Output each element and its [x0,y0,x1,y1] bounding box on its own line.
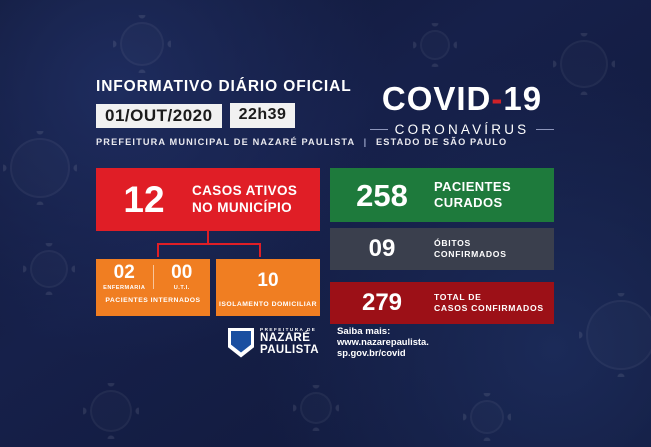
hospitalized-columns [96,259,210,295]
home-isolation-card [216,259,320,316]
active-cases-value: 12 [123,179,165,220]
recovered-label [434,179,511,212]
more-info-label: Saiba mais: [337,326,391,338]
crest-line-2 [235,341,247,343]
rule-left [370,129,388,130]
hospitalized-card [96,259,210,316]
bracket-left-leg [157,243,159,257]
recovered-value: 258 [356,177,408,213]
covid-dash: - [491,80,504,117]
deaths-label [434,238,507,260]
rule-right [536,129,554,130]
total-confirmed-card [330,282,554,324]
covid-logo [362,82,562,137]
subtitle-state: ESTADO DE SÃO PAULO [376,137,508,147]
subtitle-municipality: PREFEITURA MUNICIPAL DE NAZARÉ PAULISTA [96,137,355,147]
city-logo-text [260,328,319,356]
ward-label: ENFERMARIA [103,285,146,291]
city-name-line2: PAULISTA [260,343,319,356]
bracket-stem [207,231,209,243]
ward-column [96,259,153,295]
date-time-row [96,103,361,128]
bracket-bar [157,243,261,245]
icu-value: 00 [171,262,193,283]
city-name-line1: NAZARÉ [260,332,311,345]
city-prefix: PREFEITURA DE [260,327,317,333]
icu-column [154,259,211,295]
covid-word: COVID [381,80,492,117]
deaths-label-line2: CONFIRMADOS [434,249,507,259]
active-cases-label-line2: NO MUNICÍPIO [192,199,293,215]
time-badge: 22h39 [230,103,296,128]
active-cases-label [192,183,297,217]
home-isolation-label: ISOLAMENTO DOMICILIAR [219,300,317,308]
recovered-card [330,168,554,222]
active-cases-card [96,168,320,231]
deaths-card [330,228,554,270]
covid-number: 19 [503,80,543,117]
coronavirus-line [362,122,562,137]
recovered-label-line2: CURADOS [434,195,503,210]
deaths-label-line1: ÓBITOS [434,237,471,248]
page-title: INFORMATIVO DIÁRIO OFICIAL [96,78,352,95]
footer [228,326,429,359]
deaths-value: 09 [368,235,396,262]
covid-logo-text [362,82,562,115]
header-subtitle [96,137,508,147]
recovered-label-line1: PACIENTES [434,178,512,194]
bracket-connector [96,231,320,259]
total-confirmed-label [434,292,544,314]
subtitle-separator: | [363,137,368,147]
crest-line-1 [235,336,247,338]
bracket-right-leg [259,243,261,257]
coronavirus-label: CORONAVÍRUS [394,122,530,137]
icu-label: U.T.I. [173,285,190,291]
total-confirmed-label-line2: CASOS CONFIRMADOS [434,303,544,313]
total-confirmed-value: 279 [361,289,403,316]
hospitalized-label: PACIENTES INTERNADOS [105,297,201,304]
date-badge: 01/OUT/2020 [96,104,222,128]
total-confirmed-label-line1: TOTAL DE [434,291,482,302]
more-info [337,326,429,359]
active-cases-label-line1: CASOS ATIVOS [192,182,298,198]
website-line1[interactable]: www.nazarepaulista. [337,336,429,348]
city-crest-icon [228,328,254,358]
home-isolation-value: 10 [257,269,279,291]
website-line2[interactable]: sp.gov.br/covid [337,347,406,359]
ward-value: 02 [113,262,135,283]
